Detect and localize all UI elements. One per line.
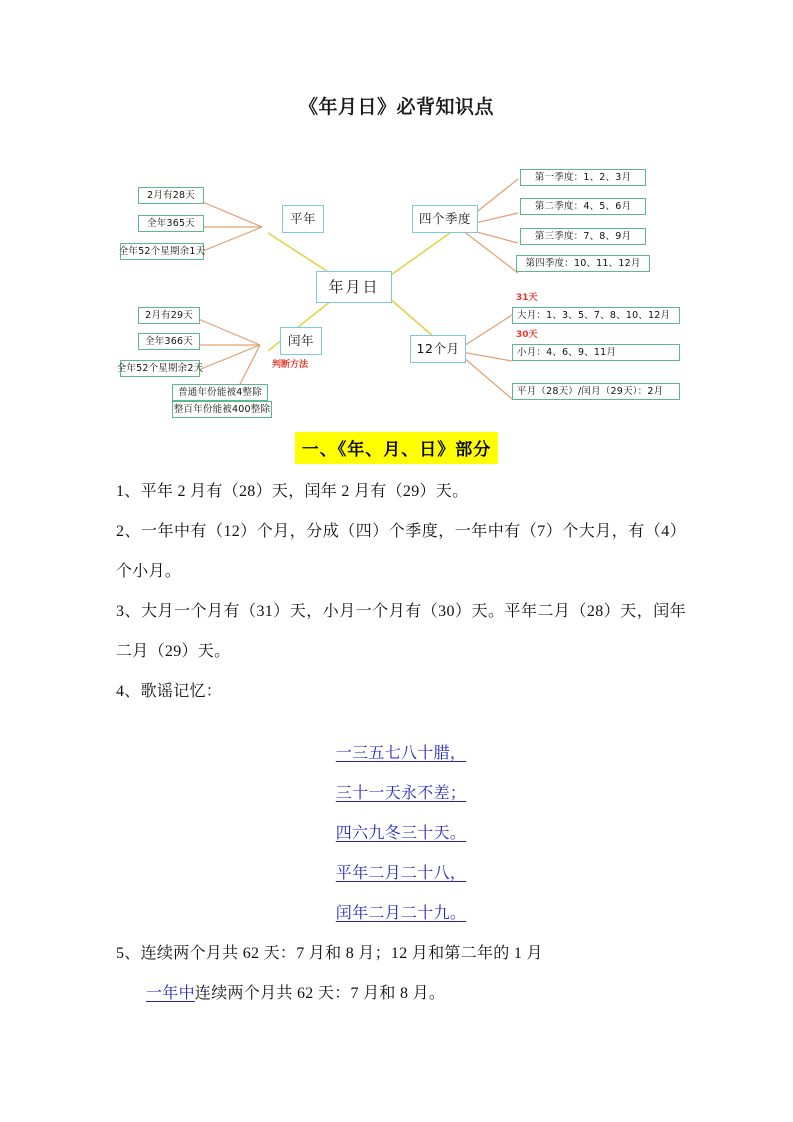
list-item-4: 4、歌谣记忆：	[116, 683, 223, 700]
mindmap-leaf-pingnian-3[interactable]: 全年52个星期余1天	[120, 243, 204, 260]
mindmap-leaf-runnian-1[interactable]: 2月有29天	[138, 307, 200, 324]
list-item-5-rest-text: 连续两个月共 62 天：7 月和 8 月。	[194, 985, 446, 1002]
mindmap-leaf-pingnian-2[interactable]: 全年365天	[138, 215, 204, 232]
link-runnian-leaf-3	[196, 345, 260, 371]
mindmap-leaf-pingnian-1[interactable]: 2月有28天	[138, 187, 204, 204]
mindmap-branch-twelve-months[interactable]: 12个月	[410, 335, 466, 363]
mindmap-leaf-small-months[interactable]: 小月：4、6、9、11月	[512, 344, 680, 361]
verse-line-5-text: 闰年二月二十九。	[335, 905, 467, 922]
list-item-3: 3、大月一个月有（31）天，小月一个月有（30）天。平年二月（28）天，闰年二月（29）天。	[116, 603, 686, 660]
section-heading: 一、《年、月、日》部分	[295, 432, 499, 464]
body-content	[116, 472, 686, 1014]
link-quarter-leaf-4	[458, 227, 518, 273]
mindmap-leaf-runnian-2[interactable]: 全年366天	[138, 333, 200, 350]
verse-line-3	[116, 814, 686, 854]
verse-line-2	[116, 774, 686, 814]
mindmap-tag-31-days: 31天	[516, 293, 538, 303]
list-item-2: 2、一年中有（12）个月，分成（四）个季度，一年中有（7）个大月，有（4）个小月。	[116, 523, 686, 580]
verse-spacer	[116, 712, 686, 734]
link-pingnian-leaf-3	[198, 227, 262, 253]
mindmap-leaf-method-1[interactable]: 普通年份能被4整除	[172, 384, 268, 401]
mindmap-leaf-runnian-3[interactable]: 全年52个星期余2天	[120, 360, 200, 377]
mindmap-leaf-quarter-1[interactable]: 第一季度：1、2、3月	[520, 169, 646, 186]
mindmap-leaf-quarter-4[interactable]: 第四季度：10、11、12月	[516, 255, 650, 272]
verse-line-2-text: 三十一天永不差；	[335, 785, 467, 802]
list-item-5-line-1: 5、连续两个月共 62 天：7 月和 8 月；12 月和第二年的 1 月	[116, 945, 543, 962]
list-item-5-line-2	[116, 974, 686, 1014]
mindmap-leaf-big-months[interactable]: 大月：1、3、5、7、8、10、12月	[512, 307, 680, 324]
link-runnian-leaf-1	[196, 318, 260, 345]
page-title: 《年月日》必背知识点	[298, 96, 494, 118]
mindmap-branch-pingnian[interactable]: 平年	[282, 205, 324, 233]
verse-line-5	[116, 894, 686, 934]
verse-line-4-text: 平年二月二十八，	[335, 865, 467, 882]
mindmap-diagram	[116, 155, 690, 425]
mindmap-leaf-quarter-2[interactable]: 第二季度：4、5、6月	[520, 198, 646, 215]
verse-line-4	[116, 854, 686, 894]
mindmap-tag-30-days: 30天	[516, 330, 538, 340]
mindmap-label-judging-method: 判断方法	[272, 360, 309, 370]
mindmap-leaf-february[interactable]: 平月（28天）/闰月（29天）：2月	[512, 383, 680, 400]
verse-line-3-text: 四六九冬三十天。	[335, 825, 467, 842]
mindmap-branch-quarters[interactable]: 四个季度	[412, 205, 478, 233]
mindmap-branch-runnian[interactable]: 闰年	[280, 327, 322, 355]
mindmap-center-node[interactable]: 年月日	[316, 271, 392, 303]
link-pingnian-leaf-1	[198, 200, 262, 227]
list-item-5-underlined-phrase: 一年中	[146, 985, 195, 1002]
verse-line-1	[116, 734, 686, 774]
mindmap-leaf-method-2[interactable]: 整百年份能被400整除	[172, 401, 272, 418]
list-item-1: 1、平年 2 月有（28）天，闰年 2 月有（29）天。	[116, 483, 469, 500]
section-heading-container	[0, 432, 793, 464]
verse-line-1-text: 一三五七八十腊，	[335, 745, 467, 762]
mindmap-leaf-quarter-3[interactable]: 第三季度：7、8、9月	[520, 228, 646, 245]
link-center-sijidu	[388, 233, 450, 277]
